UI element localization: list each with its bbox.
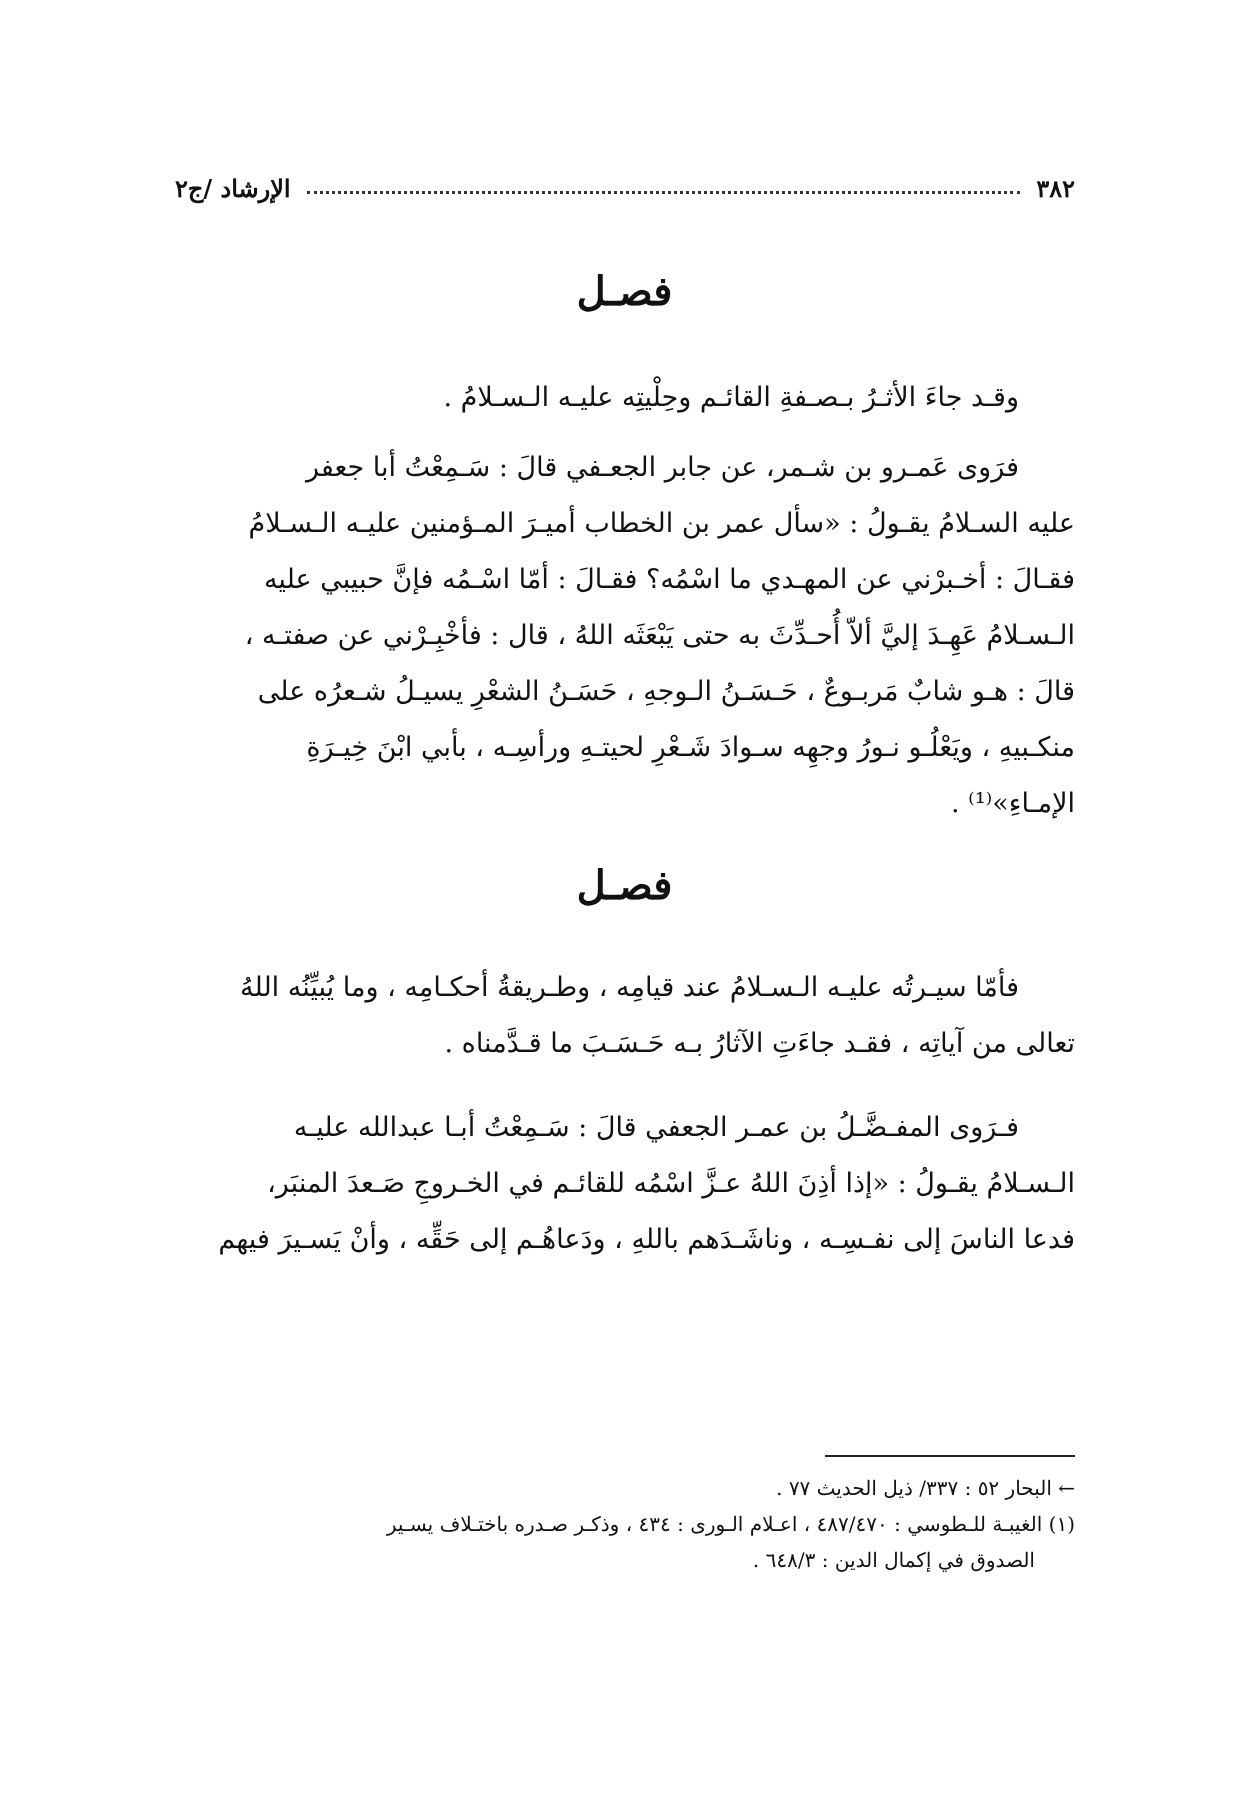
footnote-1-continued: الصدوق في إكمال الدين : ٦٤٨/٣ .	[752, 1548, 1035, 1572]
text-line: الـسـلامُ يقـولُ : «إذا أذِنَ اللهُ عـزَّ اسْمُه للقائـم في الخـروجِ صَـعدَ المنبَر،	[267, 1168, 1075, 1199]
text-line: فرَوى عَمـرو بن شـمر، عن جابر الجعـفي قالَ : سَـمِعْتُ أبا جعفر	[305, 452, 1019, 483]
text-line: تعالى من آياتِه ، فقـد جاءَتِ الآثارُ بـه حَـسَـبَ ما قـدَّمناه .	[444, 1028, 1075, 1059]
page-number: ٣٨٢	[1036, 173, 1075, 203]
text-line: عليه السـلامُ يقـولُ : «سأل عمر بن الخطاب أميـرَ المـؤمنين عليـه الـسـلامُ	[248, 508, 1075, 539]
section1-intro	[175, 370, 1075, 426]
section-title-2: فصـل	[576, 862, 673, 909]
section1-paragraph	[175, 440, 1075, 832]
page-header	[175, 168, 1075, 208]
text-line: وقـد جاءَ الأثـرُ بـصـفةِ القائـم وحِلْيتِه عليـه الـسـلامُ .	[443, 382, 1019, 413]
text-line: قالَ : هـو شابٌ مَربـوعٌ ، حَـسَـنُ الـوجهِ ، حَسَـنُ الشعْرِ يسيـلُ شـعرُه على	[257, 676, 1075, 707]
text-line: الإمـاءِ»⁽¹⁾ .	[951, 788, 1075, 819]
header-dot-leader	[307, 191, 1021, 194]
footnotes	[175, 1470, 1075, 1578]
section2-paragraph-1	[175, 960, 1075, 1072]
text-line: منكـبيهِ ، ويَعْلُـو نـورُ وجهِه سـوادَ شَـعْرِ لحيتـهِ ورأسِـه ، بأبي ابْنَ خِيـرَةِ	[306, 732, 1075, 763]
text-line: فأمّا سيـرتُه عليـه الـسـلامُ عند قيامِه ، وطـريقةُ أحكـامِه ، وما يُبيِّنُه اللهُ	[240, 972, 1019, 1003]
section-title-1: فصـل	[576, 268, 673, 315]
section2-paragraph-2	[175, 1100, 1075, 1268]
text-line: فـرَوى المفـضَّـلُ بن عمـر الجعفي قالَ : سَـمِعْتُ أبـا عبدالله عليـه	[293, 1112, 1019, 1143]
footnote-1: (١) الغيبـة للـطوسي : ٤٨٧/٤٧٠ ، اعـلام الـورى : ٤٣٤ ، وذكـر صـدره باختـلاف يسـير	[386, 1512, 1075, 1536]
text-line: فقـالَ : أخـبرْني عن المهـدي ما اسْمُه؟ فقـالَ : أمّا اسْـمُه فإنَّ حبيبي عليه	[263, 564, 1075, 595]
text-line: الـسـلامُ عَهِـدَ إليَّ ألاّ أُحـدِّثَ به حتى يَبْعَثَه اللهُ ، قال : فأخْبِـرْني عن صفتـه ،	[244, 620, 1075, 651]
footnote-continuation: ← البحار ٥٢ : ٣٣٧/ ذيل الحديث ٧٧ .	[776, 1476, 1075, 1500]
text-line: فدعا الناسَ إلى نفـسِـه ، وناشَـدَهم باللهِ ، ودَعاهُـم إلى حَقِّه ، وأنْ يَسـيرَ فيهم	[218, 1224, 1075, 1255]
running-title: الإرشاد /ج٢	[175, 173, 291, 203]
footnote-separator	[825, 1455, 1075, 1457]
